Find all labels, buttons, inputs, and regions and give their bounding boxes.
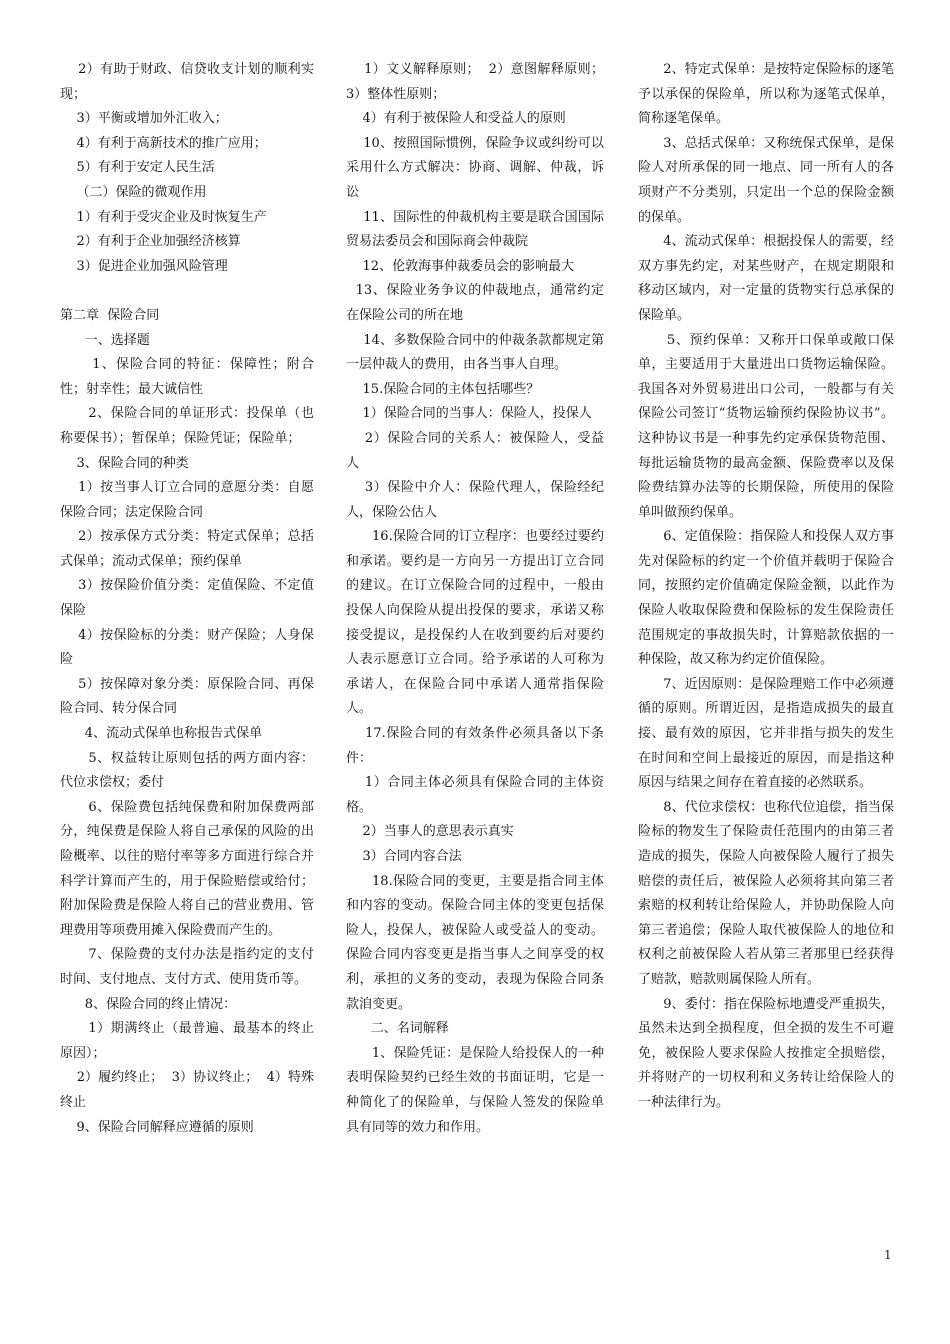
paragraph: 3）促进企业加强风险管理 — [60, 258, 228, 274]
paragraph: 10、按照国际惯例，保险争议或纠纷可以采用什么方式解决：协商、调解、仲裁，诉讼 — [346, 135, 604, 200]
paragraph: 7、保险费的支付办法是指约定的支付时间、支付地点、支付方式、使用货币等。 — [60, 947, 314, 987]
paragraph: 5）有利于安定人民生活 — [60, 160, 215, 176]
paragraph: 2）履约终止； 3）协议终止； 4）特殊终止 — [60, 1070, 315, 1110]
paragraph: 15.保险合同的主体包括哪些？ — [346, 381, 540, 397]
paragraph: 2）按承保方式分类：特定式保单；总括式保单；流动式保单；预约保单 — [60, 529, 314, 569]
paragraph: 3）保险中介人：保险代理人，保险经纪人，保险公估人 — [346, 480, 604, 520]
column-middle — [346, 58, 613, 1140]
paragraph: 6、定值保险：指保险人和投保人双方事先对保险标的约定一个价值并载明于保险合同，按照约定价值确定保险金额，以此作为保险人收取保险费和保险标的发生保险责任范围规定的事故损失时，计算赔款依据的一种保险，故又称为约定价值保险。 — [638, 529, 894, 668]
paragraph: 1、保险合同的特征：保障性；附合性；射幸性；最大诚信性 — [60, 357, 314, 397]
paragraph: 1）期满终止（最普遍、最基本的终止原因）； — [60, 1021, 314, 1061]
paragraph: 5、权益转让原则包括的两方面内容：代位求偿权；委付 — [60, 750, 314, 791]
paragraph: （二）保险的微观作用 — [60, 184, 207, 200]
paragraph: 12、伦敦海事仲裁委员会的影响最大 — [346, 258, 575, 274]
paragraph: 17.保险合同的有效条件必须具备以下条件： — [346, 726, 604, 766]
paragraph: 4）按保险标的分类：财产保险；人身保险 — [60, 627, 314, 668]
paragraph: 1）合同主体必须具有保险合同的主体资格。 — [346, 775, 604, 815]
paragraph: 2）保险合同的关系人：被保险人，受益人 — [346, 430, 604, 471]
paragraph: 3、总括式保单：又称统保式保单，是保险人对所承保的同一地点、同一所有人的各项财产不分类别，只定出一个总的保险金额的保单。 — [638, 135, 894, 225]
page-number: 1 — [884, 1248, 892, 1262]
paragraph: 1、保险凭证：是保险人给投保人的一种表明保险契约已经生效的书面证明，它是一种简化了的保险单，与保险人签发的保险单具有同等的效力和作用。 — [346, 1045, 604, 1135]
paragraph: 11、国际性的仲裁机构主要是联合国国际贸易法委员会和国际商会仲裁院 — [346, 209, 604, 250]
paragraph: 2）有助于财政、信贷收支计划的顺利实现； — [60, 62, 314, 102]
paragraph: 3、保险合同的种类 — [60, 455, 189, 471]
paragraph: 16.保险合同的订立程序：也要经过要约和承诺。要约是一方向另一方提出订立合同的建议。在订立保险合同的过程中，一般由投保人向保险从提出投保的要求，承诺又称接受提议，是投保约人在收到要约后对要约人表示愿意订立合同。给予承诺的人可称为承诺人，在保险合同中承诺人通常指保险人。 — [346, 529, 604, 717]
paragraph: 二、名词解释 — [346, 1021, 449, 1037]
paragraph — [60, 279, 314, 304]
paragraph: 2）当事人的意思表示真实 — [346, 824, 514, 840]
paragraph: 1）有利于受灾企业及时恢复生产 — [60, 209, 267, 225]
paragraph: 1）保险合同的当事人：保险人，投保人 — [346, 406, 592, 422]
paragraph: 7、近因原则：是保险理赔工作中必须遵循的原则。所谓近因，是指造成损失的最直接、最有效的原因，它并非指与损失的发生在时间和空间上最接近的原因，而是指这种原因与结果之间存在着直接的必然联系。 — [638, 676, 894, 791]
paragraph: 8、代位求偿权：也称代位追偿，指当保险标的物发生了保险责任范围内的由第三者造成的损失，保险人向被保险人履行了损失赔偿的责任后，被保险人必须将其向第三者索赔的权利转让给保险人，并协助保险人向第三者追偿；保险人取代被保险人的地位和权利之前被保险人若从第三者那里已经获得了赔款，赔款则属保险人所有。 — [638, 799, 894, 987]
paragraph: 3）按保险价值分类：定值保险、不定值保险 — [60, 578, 314, 619]
column-right — [638, 58, 894, 1116]
paragraph: 4、流动式保单：根据投保人的需要，经双方事先约定，对某些财产，在规定期限和移动区域内，对一定量的货物实行总承保的保险单。 — [638, 234, 894, 323]
paragraph: 6、保险费包括纯保费和附加保费两部分，纯保费是保险人将自己承保的风险的出险概率、以往的赔付率等多方面进行综合并科学计算而产生的，用于保险赔偿或给付；附加保险费是保险人将自己的营业费用、管理费用等项费用摊入保险费而产生的。 — [60, 799, 314, 938]
paragraph: 2）有利于企业加强经济核算 — [60, 234, 241, 250]
paragraph: 14、多数保险合同中的仲裁条款都规定第一层仲裁人的费用，由各当事人自理。 — [346, 332, 604, 373]
paragraph: 2、保险合同的单证形式：投保单（也称要保书）；暂保单；保险凭证；保险单； — [60, 406, 314, 446]
paragraph: 5、预约保单：又称开口保单或敞口保单，主要适用于大量进出口货物运输保险。我国各对外贸易进出口公司，一般都与有关保险公司签订“货物运输预约保险协议书”。这种协议书是一种事先约定承保货物范围、每批运输货物的最高金额、保险费率以及保险费结算办法等的长期保险，所使用的保险单叫做预约保单。 — [638, 332, 894, 520]
paragraph: 9、保险合同解释应遵循的原则 — [60, 1119, 254, 1135]
paragraph: 8、保险合同的终止情况： — [60, 996, 237, 1012]
paragraph: 3）合同内容合法 — [346, 849, 462, 864]
paragraph: 4）有利于高新技术的推广应用； — [60, 135, 267, 151]
paragraph: 13、保险业务争议的仲裁地点，通常约定在保险公司的所在地 — [346, 283, 605, 323]
paragraph: 9、委付：指在保险标地遭受严重损失，虽然未达到全损程度，但全损的发生不可避免，被保险人要求保险人按推定全损赔偿，并将财产的一切权利和义务转让给保险人的一种法律行为。 — [638, 996, 894, 1110]
paragraph: 第二章 保险合同 — [60, 307, 160, 323]
paragraph: 3）平衡或增加外汇收入； — [60, 111, 228, 127]
paragraph: 18.保险合同的变更，主要是指合同主体和内容的变动。保险合同主体的变更包括保险人，投保人，被保险人或受益人的变动。保险合同内容变更是指当事人之间享受的权利，承担的义务的变动，表现为保险合同条款洎变更。 — [346, 873, 604, 1012]
column-left — [60, 58, 314, 1140]
paragraph: 一、选择题 — [60, 332, 150, 348]
paragraph: 2、特定式保单：是按特定保险标的逐笔予以承保的保险单，所以称为逐笔式保单，简称逐笔保单。 — [638, 62, 894, 127]
paragraph: 4）有利于被保险人和受益人的原则 — [346, 111, 566, 127]
paragraph: 5）按保障对象分类：原保险合同、再保险合同、转分保合同 — [60, 676, 314, 717]
paragraph: 1）文义解释原则； 2）意图解释原则； 3）整体性原则； — [346, 62, 613, 102]
paragraph: 4、流动式保单也称报告式保单 — [60, 726, 263, 742]
paragraph: 1）按当事人订立合同的意愿分类：自愿保险合同；法定保险合同 — [60, 480, 314, 520]
